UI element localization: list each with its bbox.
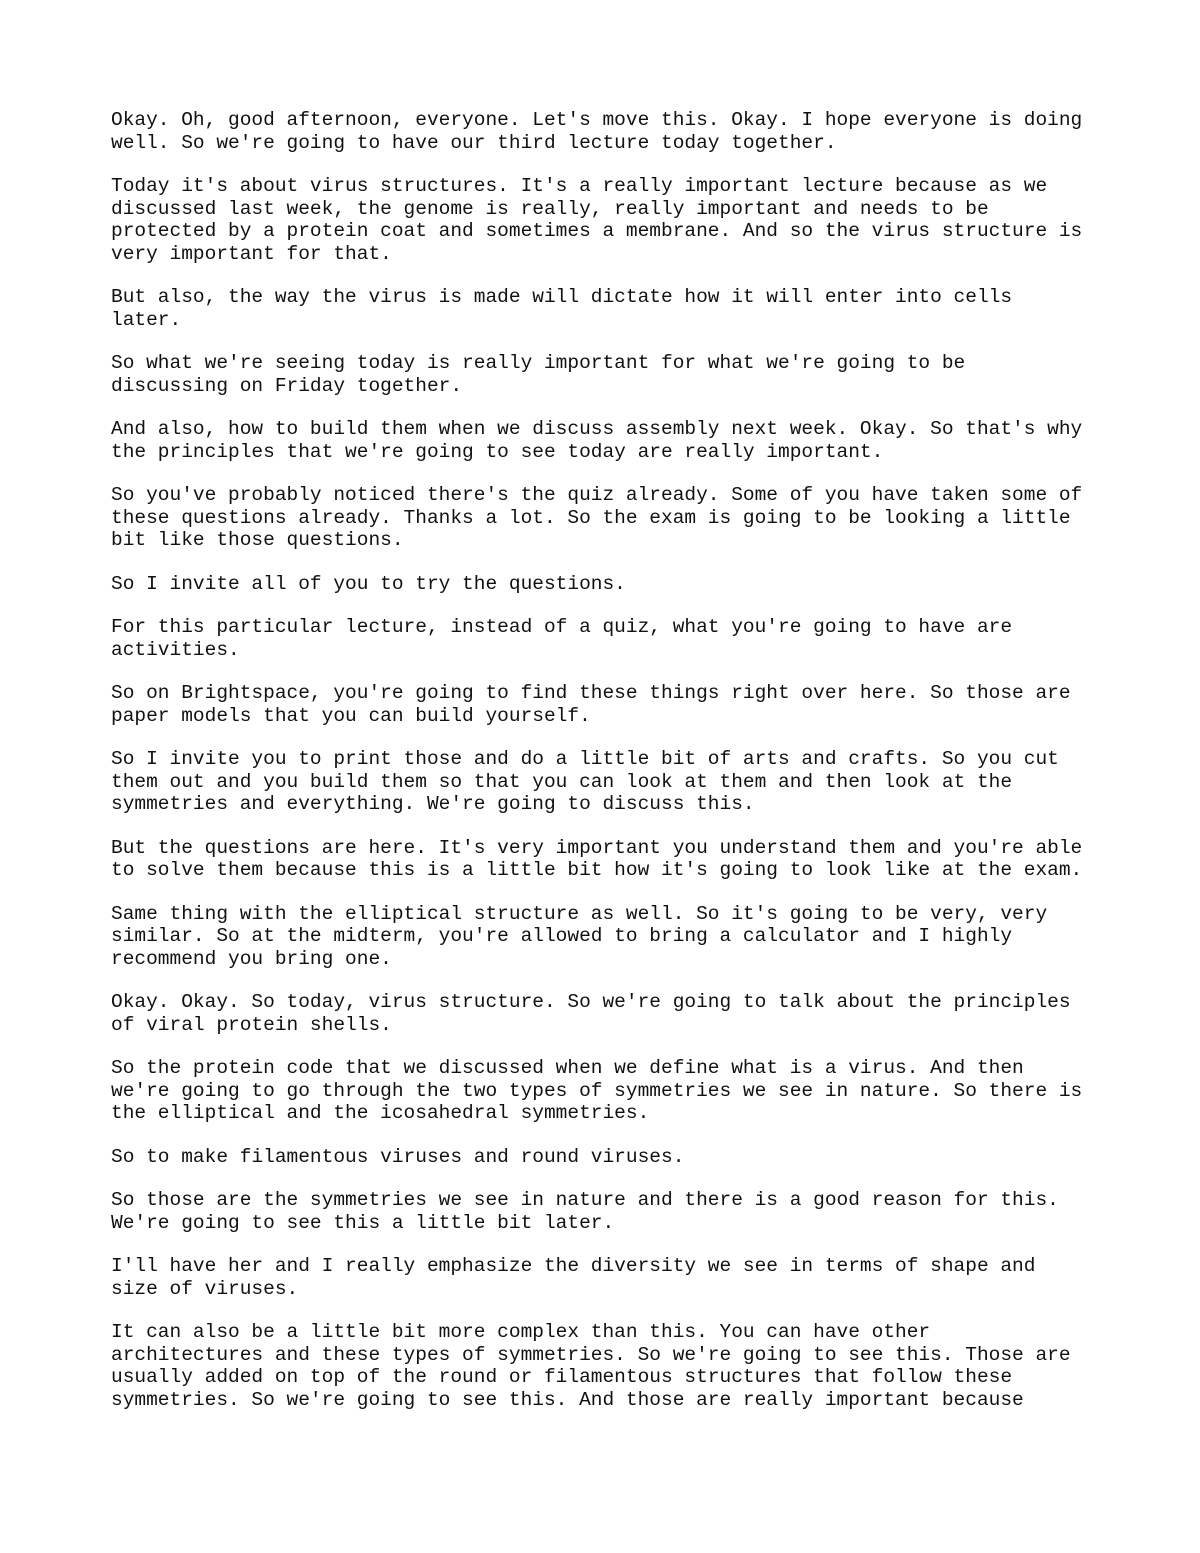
paragraph-15: So to make filamentous viruses and round viruses. <box>111 1145 685 1168</box>
paragraph-11: But the questions are here. It's very important you understand them and you're able to solve them because this is a little bit how it's going to look like at the exam. <box>111 836 1083 881</box>
paragraph-16: So those are the symmetries we see in nature and there is a good reason for this. We're going to see this a little bit later. <box>111 1189 1059 1234</box>
paragraph-1: Okay. Oh, good afternoon, everyone. Let's move this. Okay. I hope everyone is doing well. So we're going to have our third lecture today together. <box>111 109 1083 154</box>
paragraph-13: Okay. Okay. So today, virus structure. So we're going to talk about the principles of viral protein shells. <box>111 991 1071 1036</box>
paragraph-10: So I invite you to print those and do a little bit of arts and crafts. So you cut them out and you build them so that you can look at them and then look at the symmetries and everything. We're going to discuss this. <box>111 748 1059 815</box>
paragraph-18: It can also be a little bit more complex than this. You can have other architectures and these types of symmetries. So we're going to see this. Those are usually added on top of the round or filamentous structures that follow these symmetries. So we're going to see this. And those are really important because <box>111 1321 1071 1411</box>
paragraph-8: For this particular lecture, instead of a quiz, what you're going to have are activities. <box>111 616 1013 661</box>
paragraph-5: And also, how to build them when we discuss assembly next week. Okay. So that's why the principles that we're going to see today are really important. <box>111 418 1083 463</box>
paragraph-12: Same thing with the elliptical structure as well. So it's going to be very, very similar. So at the midterm, you're allowed to bring a calculator and I highly recommend you bring one. <box>111 902 1048 970</box>
paragraph-9: So on Brightspace, you're going to find these things right over here. So those are paper models that you can build yourself. <box>111 682 1071 727</box>
paragraph-4: So what we're seeing today is really important for what we're going to be discussing on Friday together. <box>111 352 966 397</box>
transcript-body <box>111 109 1111 1432</box>
paragraph-6: So you've probably noticed there's the quiz already. Some of you have taken some of these questions already. Thanks a lot. So the exam is going to be looking a little bit like those questions. <box>111 484 1083 551</box>
paragraph-3: But also, the way the virus is made will dictate how it will enter into cells later. <box>111 286 1013 331</box>
paragraph-7: So I invite all of you to try the questions. <box>111 572 626 595</box>
paragraph-17: I'll have her and I really emphasize the diversity we see in terms of shape and size of viruses. <box>111 1255 1036 1300</box>
paragraph-2: Today it's about virus structures. It's a really important lecture because as we discussed last week, the genome is really, really important and needs to be protected by a protein coat and sometimes a membrane. And so the virus structure is very important for that. <box>111 175 1083 265</box>
paragraph-14: So the protein code that we discussed when we define what is a virus. And then we're going to go through the two types of symmetries we see in nature. So there is the elliptical and the icosahedral symmetries. <box>111 1057 1083 1124</box>
